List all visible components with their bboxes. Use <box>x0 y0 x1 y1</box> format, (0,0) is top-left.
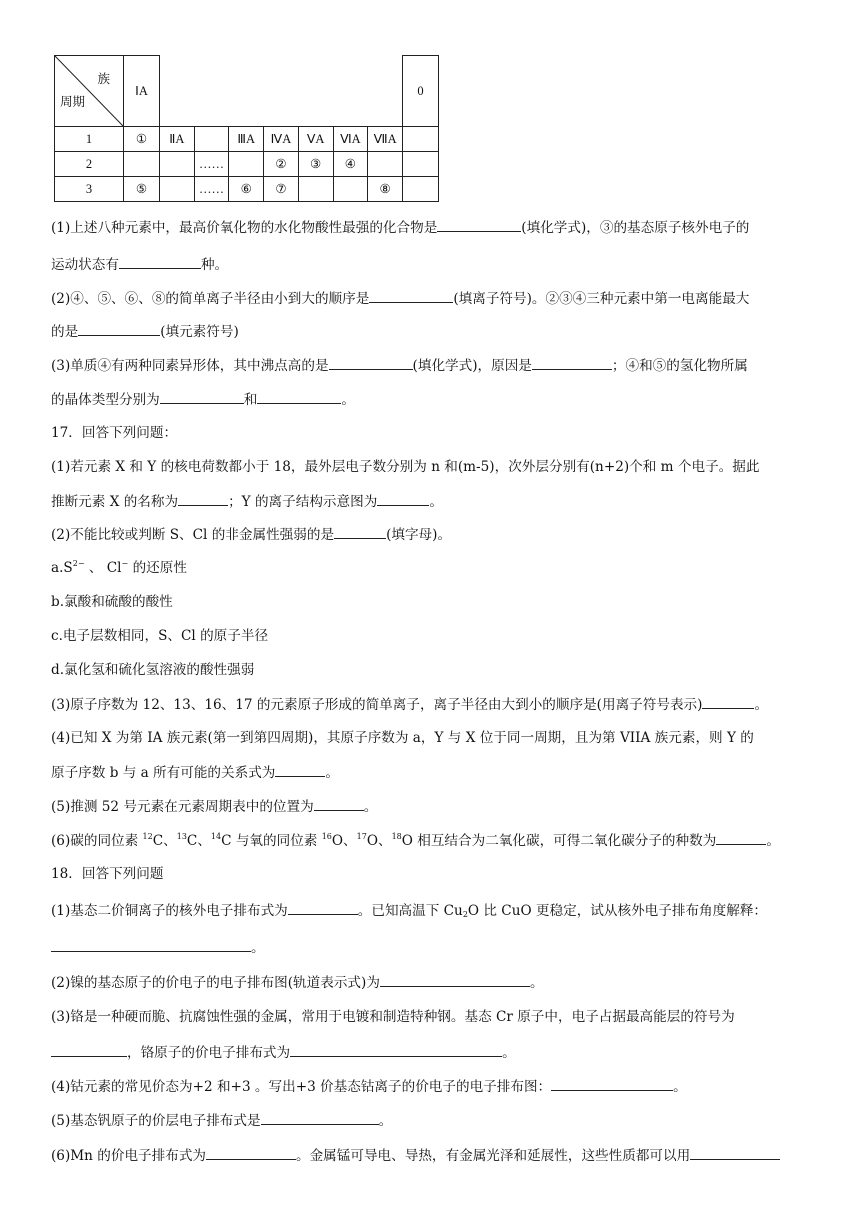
col-0-header: 0 <box>403 56 439 127</box>
q17-part6 <box>51 831 780 850</box>
text: 原子序数 b 与 a 所有可能的关系式为 <box>51 765 276 781</box>
superscript: 18 <box>391 832 402 841</box>
q16-part1-line2 <box>51 255 228 274</box>
q17-part1-line1: (1)若元素 X 和 Y 的核电荷数都小于 18，最外层电子数分别为 n 和(m-5)，次外层分别有(n+2)个和 m 个电子。据此 <box>51 459 760 475</box>
element-cell: ② <box>264 152 299 177</box>
option-d: d.氯化氢和硫化氢溶液的酸性强弱 <box>51 662 255 678</box>
subscript: 2 <box>462 910 468 919</box>
element-cell <box>333 177 368 202</box>
table-row <box>55 127 439 152</box>
q16-part2-line1 <box>51 289 749 308</box>
text: (填化学式)，③的基态原子核外电子的 <box>521 220 750 236</box>
answer-blank[interactable] <box>51 1043 127 1057</box>
element-cell <box>403 152 439 177</box>
text: 种。 <box>200 257 229 273</box>
period-cell: 3 <box>55 177 124 202</box>
answer-blank[interactable] <box>690 1146 780 1160</box>
group-cell: ⅡA <box>160 127 195 152</box>
superscript: − <box>121 559 129 568</box>
text: 和 <box>243 392 258 408</box>
superscript: 17 <box>356 832 367 841</box>
answer-blank[interactable] <box>532 356 612 370</box>
text: 。 <box>754 697 769 713</box>
group-cell: ⅥA <box>333 127 368 152</box>
group-cell <box>403 127 439 152</box>
text: 。 <box>378 1113 393 1129</box>
answer-blank[interactable] <box>160 390 244 404</box>
text: (1)基态二价铜离子的核外电子排布式为 <box>51 903 288 919</box>
answer-blank[interactable] <box>314 797 364 811</box>
diagonal-header-cell <box>55 56 124 127</box>
element-cell <box>160 152 195 177</box>
text: (填化学式)，原因是 <box>412 358 532 374</box>
table-row <box>55 177 439 202</box>
answer-blank[interactable] <box>261 1111 379 1125</box>
q18-part4 <box>51 1077 687 1096</box>
answer-blank[interactable] <box>290 1043 502 1057</box>
text: 。 <box>529 975 544 991</box>
answer-blank[interactable] <box>334 525 386 539</box>
q18-part2 <box>51 973 544 992</box>
element-cell <box>298 177 333 202</box>
text: O 比 CuO 更稳定，试从核外电子排布角度解释： <box>467 903 768 919</box>
answer-blank[interactable] <box>119 255 201 269</box>
text: (1)上述八种元素中，最高价氧化物的水化物酸性最强的化合物是 <box>51 220 438 236</box>
q16-part3-line2 <box>51 390 355 409</box>
element-cell <box>124 152 160 177</box>
text: ；Y 的离子结构示意图为 <box>228 494 378 510</box>
q17-part4-line1: (4)已知 X 为第 IA 族元素(第一到第四周期)，其原子序数为 a，Y 与 X 位于同一周期，且为第 VIIA 族元素，则 Y 的 <box>51 730 754 746</box>
q18-part1-line2 <box>51 938 265 957</box>
answer-blank[interactable] <box>380 973 530 987</box>
q17-part3 <box>51 695 768 714</box>
text: a.S <box>51 560 73 576</box>
text: (3)原子序数为 12、13、16、17 的元素原子形成的简单离子，离子半径由大到小的顺序是(用离子符号表示) <box>51 697 703 713</box>
answer-blank[interactable] <box>288 901 358 915</box>
element-cell <box>368 152 403 177</box>
text: O、 <box>366 833 392 849</box>
text: (6)碳的同位素 <box>51 833 143 849</box>
text: 。 <box>766 833 780 849</box>
text: 。 <box>251 940 265 956</box>
text: 的是 <box>51 324 79 340</box>
answer-blank[interactable] <box>369 289 453 303</box>
answer-blank[interactable] <box>716 831 766 845</box>
text: 运动状态有 <box>51 257 119 273</box>
text: (4)钴元素的常见价态为+2 和+3 。写出+3 价基态钴离子的价电子的电子排布图： <box>51 1079 552 1095</box>
table-gap <box>160 56 403 127</box>
answer-blank[interactable] <box>551 1077 673 1091</box>
text: ，铬原子的价电子排布式为 <box>127 1045 291 1061</box>
table-row <box>55 152 439 177</box>
q16-part2-line2 <box>51 322 239 341</box>
element-cell: ⑤ <box>124 177 160 202</box>
period-label: 周期 <box>60 95 86 109</box>
text: C、 <box>186 833 211 849</box>
element-cell: ⑥ <box>229 177 264 202</box>
option-a <box>51 559 187 577</box>
answer-blank[interactable] <box>377 492 429 506</box>
superscript: 14 <box>210 832 222 841</box>
text: 。 <box>502 1045 516 1061</box>
q18-part3-line1: (3)铬是一种硬而脆、抗腐蚀性强的金属，常用于电镀和制造特种钢。基态 Cr 原子中，电子占据最高能层的符号为 <box>51 1009 735 1025</box>
text: (填离子符号)。②③④三种元素中第一电离能最大 <box>453 291 750 307</box>
text: 。 <box>363 799 378 815</box>
q17-part1-line2 <box>51 492 443 511</box>
text: 。 <box>673 1079 687 1095</box>
ellipsis-cell: …… <box>194 152 229 177</box>
option-b: b.氯酸和硫酸的酸性 <box>51 594 173 610</box>
q17-part2 <box>51 525 451 544</box>
text: (填元素符号) <box>160 324 239 340</box>
col-IA-header: ⅠA <box>124 56 160 127</box>
q18-part3-line2 <box>51 1043 516 1062</box>
text: (5)推测 52 号元素在元素周期表中的位置为 <box>51 799 314 815</box>
group-cell: ⅦA <box>368 127 403 152</box>
superscript: 13 <box>176 832 187 841</box>
text: (6)Mn 的价电子排布式为 <box>51 1148 206 1164</box>
answer-blank[interactable] <box>257 390 341 404</box>
answer-blank[interactable] <box>702 695 754 709</box>
text: 的晶体类型分别为 <box>51 392 160 408</box>
q18-title: 18．回答下列问题 <box>51 866 164 882</box>
answer-blank[interactable] <box>206 1146 296 1160</box>
text: 。 <box>325 765 339 781</box>
period-cell: 2 <box>55 152 124 177</box>
table-header-row <box>55 56 439 127</box>
text: 。 <box>429 494 443 510</box>
text: C 与氧的同位素 <box>221 833 322 849</box>
q17-part5 <box>51 797 377 816</box>
answer-blank[interactable] <box>437 218 521 232</box>
text: 。已知高温下 Cu <box>357 903 463 919</box>
superscript: 2− <box>72 559 85 568</box>
text: (2)④、⑤、⑥、⑧的简单离子半径由小到大的顺序是 <box>51 291 370 307</box>
group-cell: ⅤA <box>298 127 333 152</box>
element-cell: ③ <box>298 152 333 177</box>
answer-blank[interactable] <box>329 356 413 370</box>
text: ；④和⑤的氢化物所属 <box>611 358 748 374</box>
text: (填字母)。 <box>386 527 452 543</box>
text: (5)基态钒原子的价层电子排布式是 <box>51 1113 261 1129</box>
ellipsis-cell: …… <box>194 177 229 202</box>
text: 。 <box>341 392 355 408</box>
answer-blank[interactable] <box>178 492 228 506</box>
element-cell: ⑧ <box>368 177 403 202</box>
superscript: 12 <box>142 832 153 841</box>
text: O、 <box>331 833 357 849</box>
option-c: c.电子层数相同，S、Cl 的原子半径 <box>51 628 269 644</box>
superscript: 16 <box>321 832 332 841</box>
answer-blank[interactable] <box>78 322 160 336</box>
text: (3)单质④有两种同素异形体，其中沸点高的是 <box>51 358 329 374</box>
q18-part1-line1 <box>51 901 767 920</box>
text: 推断元素 X 的名称为 <box>51 494 179 510</box>
text: (2)不能比较或判断 S、Cl 的非金属性强弱的是 <box>51 527 335 543</box>
element-cell <box>403 177 439 202</box>
group-cell <box>194 127 229 152</box>
text: O 相互结合为二氧化碳，可得二氧化碳分子的种数为 <box>401 833 717 849</box>
period-cell: 1 <box>55 127 124 152</box>
q17-title: 17．回答下列问题： <box>51 425 178 441</box>
group-label: 族 <box>97 72 110 86</box>
answer-blank[interactable] <box>51 938 251 952</box>
text: 的还原性 <box>128 560 187 576</box>
text: (2)镍的基态原子的价电子的电子排布图(轨道表示式)为 <box>51 975 380 991</box>
text: 。金属锰可导电、导热，有金属光泽和延展性，这些性质都可以用 <box>296 1148 691 1164</box>
q18-part6 <box>51 1146 780 1165</box>
element-cell: ⑦ <box>264 177 299 202</box>
element-cell: ① <box>124 127 160 152</box>
group-cell: ⅢA <box>229 127 264 152</box>
element-cell <box>160 177 195 202</box>
diagonal-line <box>55 56 123 126</box>
q17-part4-line2 <box>51 763 339 782</box>
text: 、 Cl <box>84 560 122 576</box>
periodic-table <box>54 55 439 202</box>
text: C、 <box>152 833 177 849</box>
answer-blank[interactable] <box>275 763 325 777</box>
group-cell: ⅣA <box>264 127 299 152</box>
q16-part3-line1 <box>51 356 748 375</box>
element-cell: ④ <box>333 152 368 177</box>
q18-part5 <box>51 1111 392 1130</box>
q16-part1-line1 <box>51 218 749 237</box>
element-cell <box>229 152 264 177</box>
